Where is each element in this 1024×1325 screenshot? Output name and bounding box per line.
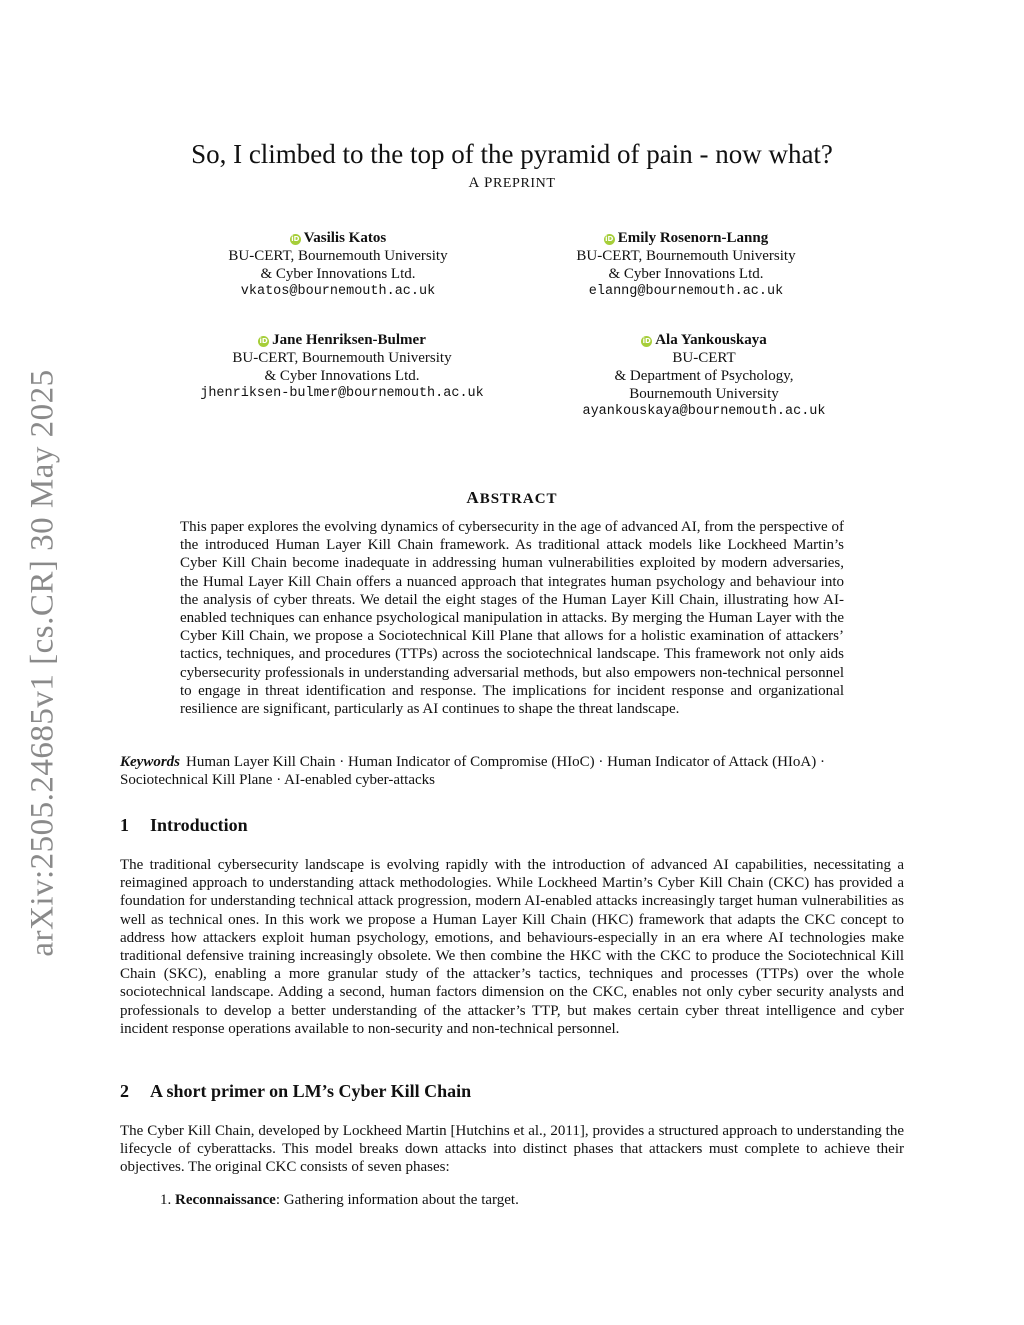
paper-subtitle (0, 175, 1024, 192)
section-heading-primer (120, 1081, 471, 1102)
list-item-number: 1. (160, 1192, 172, 1208)
abstract-body: This paper explores the evolving dynamics of cybersecurity in the age of advanced AI, from the perspective of the introduced Human Layer Kill Chain framework. As traditional attack models like Lockheed Martin’s Cyber Kill Chain become inadequate in addressing human vulnerabilities exploited by modern adversaries, the Humal Layer Kill Chain offers a nuanced approach that integrates human psychology and behaviour into the analysis of cyber threats. We detail the eight stages of the Human Layer Kill Chain, illustrating how AI-enabled techniques can enhance psychological manipulation in attacks. By merging the Human Layer with the Cyber Kill Chain, we propose a Sociotechnical Kill Plane that allows for a holistic examination of attackers’ tactics, techniques, and procedures (TTPs) across the sociotechnical landscape. This framework not only aids cybersecurity professionals in understanding adversarial methods, but also empowers non-technical personnel to engage in threat identification and response. The implications for incident response and organizational resilience are significant, particularly as AI continues to shape the threat landscape. (180, 519, 844, 718)
author-affiliation: Bournemouth University (629, 386, 779, 402)
subtitle-initial-a: A (468, 175, 480, 191)
author-affiliation: & Cyber Innovations Ltd. (260, 266, 416, 282)
author-affiliation: BU-CERT, Bournemouth University (576, 248, 796, 264)
section-number: 1 (120, 815, 129, 835)
author-name: Emily Rosenorn-Lanng (617, 230, 769, 246)
orcid-icon[interactable]: iD (642, 337, 651, 345)
author-name: Ala Yankouskaya (655, 332, 767, 348)
section-body-primer: The Cyber Kill Chain, developed by Lockheed Martin [Hutchins et al., 2011], provides a structured approach to understanding the lifecycle of cyberattacks. This model breaks down attacks into distinct phases that attackers must complete to achieve their objectives. The original CKC consists of seven phases: (120, 1123, 904, 1176)
author-block (514, 331, 894, 421)
author-name: Vasilis Katos (303, 230, 387, 246)
author-affiliation: BU-CERT (672, 350, 736, 366)
author-email[interactable]: vkatos@bournemouth.ac.uk (240, 284, 436, 299)
section-title: A short primer on LM’s Cyber Kill Chain (150, 1081, 472, 1101)
author-name: Jane Henriksen-Bulmer (272, 332, 426, 348)
keywords (120, 753, 904, 789)
section-title: Introduction (150, 815, 248, 835)
author-block (496, 229, 876, 301)
keywords-text: Human Layer Kill Chain · Human Indicator of Compromise (HIoC) · Human Indicator of Attack (HIoA) · Sociotechnical Kill Plane · AI-enabled cyber-attacks (120, 754, 825, 789)
list-item-text: : Gathering information about the target. (275, 1192, 519, 1208)
author-block (152, 331, 532, 403)
orcid-icon[interactable]: iD (291, 235, 300, 243)
subtitle-rest: REPRINT (492, 176, 556, 191)
author-email[interactable]: elanng@bournemouth.ac.uk (588, 284, 784, 299)
author-affiliation: BU-CERT, Bournemouth University (228, 248, 448, 264)
abstract-heading-initial: A (466, 488, 480, 507)
author-email[interactable]: jhenriksen-bulmer@bournemouth.ac.uk (200, 386, 484, 401)
author-affiliation: & Department of Psychology, (614, 368, 794, 384)
orcid-icon[interactable]: iD (259, 337, 268, 345)
abstract-heading-rest: BSTRACT (479, 491, 558, 507)
author-block (148, 229, 528, 301)
keywords-label: Keywords (120, 754, 180, 770)
abstract-heading (0, 488, 1024, 508)
section-number: 2 (120, 1081, 129, 1101)
section-body-introduction: The traditional cybersecurity landscape is evolving rapidly with the introduction of advanced AI capabilities, necessitating a reimagined approach to understanding attack methodologies. While Lockheed Martin’s Cyber Kill Chain (CKC) has provided a foundation for understanding technical attack progression, modern AI-enabled attacks increasingly target human vulnerabilities as well as technical ones. In this work we propose a Human Layer Kill Chain (HKC) framework that adapts the CKC concept to address how attackers exploit human psychology, emotions, and behaviours-especially in an era where AI technologies make traditional defensive training increasingly obsolete. We then combine the HKC with the CKC to produce the Sociotechnical Kill Chain (SKC), enabling a more granular study of the attacker’s tactics, techniques and processes (TTPs) over the whole sociotechnical landscape. Adding a second, human factors dimension on the CKC, enables not only cyber security analysts and professionals to develop a better understanding of the attacker’s TTP, but makes certain cyber threat intelligence and cyber incident response operations available to non-security and non-technical personnel. (120, 857, 904, 1037)
section-heading-introduction (120, 815, 248, 836)
author-affiliation: BU-CERT, Bournemouth University (232, 350, 452, 366)
author-affiliation: & Cyber Innovations Ltd. (264, 368, 420, 384)
paper-title: So, I climbed to the top of the pyramid of pain - now what? (191, 139, 833, 169)
author-email[interactable]: ayankouskaya@bournemouth.ac.uk (582, 404, 826, 419)
orcid-icon[interactable]: iD (605, 235, 614, 243)
author-affiliation: & Cyber Innovations Ltd. (608, 266, 764, 282)
list-item (160, 1191, 519, 1209)
subtitle-initial-p: P (484, 175, 493, 191)
list-item-term: Reconnaissance (175, 1192, 276, 1208)
arxiv-identifier-stamp: arXiv:2505.24685v1 [cs.CR] 30 May 2025 (24, 369, 61, 957)
